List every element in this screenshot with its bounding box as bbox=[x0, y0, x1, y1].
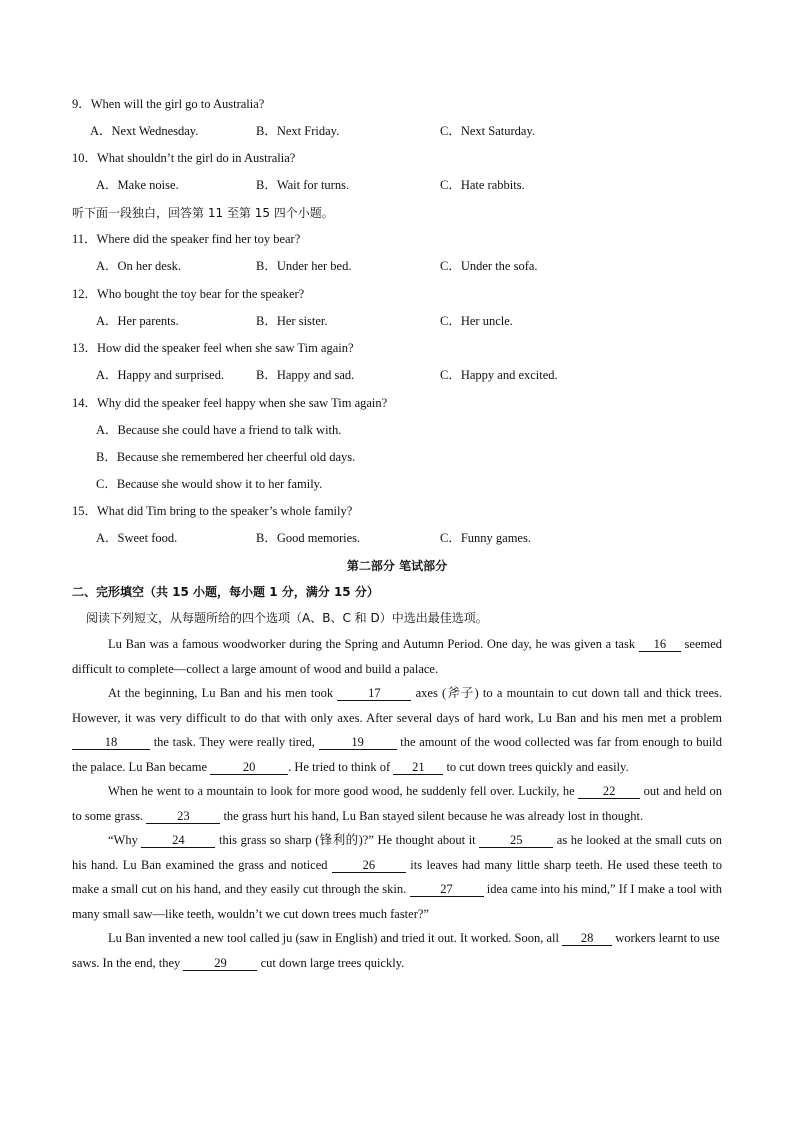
cloze-instruction: 阅读下列短文，从每题所给的四个选项（A、B、C 和 D）中选出最佳选项。 bbox=[86, 611, 488, 625]
passage-text: as he looked at the small cuts on his hand. Lu Ban examined the grass and noticed bbox=[72, 833, 722, 872]
passage-text: out and held on to some grass. bbox=[72, 784, 723, 823]
blank-17: 17 bbox=[337, 686, 411, 701]
blank-29: 29 bbox=[183, 956, 257, 971]
q10-option-a: A．Make noise. bbox=[96, 178, 179, 192]
q12-option-b: B．Her sister. bbox=[256, 314, 328, 328]
passage-text: “Why bbox=[108, 833, 142, 847]
question-10: 10．What shouldn’t the girl do in Australia? bbox=[72, 151, 296, 165]
blank-27: 27 bbox=[410, 882, 484, 897]
q9-option-b: B．Next Friday. bbox=[256, 124, 340, 138]
passage-text: At the beginning, Lu Ban and his men took bbox=[108, 686, 338, 700]
passage-paragraph-2 bbox=[72, 681, 722, 779]
passage-text: axes (斧子) to a mountain to cut down tall and thick trees. However, it was very difficult to do that with only axes. After several days of hard work, Lu Ban and his men met a problem bbox=[72, 686, 722, 725]
question-13: 13．How did the speaker feel when she saw Tim again? bbox=[72, 341, 354, 355]
passage-text: workers learnt to use saws. In the end, they bbox=[72, 931, 720, 970]
q11-option-a: A．On her desk. bbox=[96, 259, 182, 273]
q13-option-a: A．Happy and surprised. bbox=[96, 368, 225, 382]
question-14: 14．Why did the speaker feel happy when she saw Tim again? bbox=[72, 396, 388, 410]
passage-text: the grass hurt his hand, Lu Ban stayed silent because he was already lost in thought. bbox=[220, 808, 644, 823]
blank-18: 18 bbox=[72, 735, 150, 750]
passage-text: its leaves had many little sharp teeth. He used these teeth to make a small cut on his hand, and they easily cut through the skin. bbox=[72, 857, 722, 896]
passage-text: the amount of the wood collected was far from enough to build the palace. Lu Ban became bbox=[72, 735, 722, 774]
q15-option-b: B．Good memories. bbox=[256, 531, 361, 545]
passage-text: Lu Ban invented a new tool called ju (saw in English) and tried it out. It worked. Soon, all bbox=[108, 931, 563, 945]
passage-text: idea came into his mind,” If I make a tool with many small saw—like teeth, wouldn’t we cut down trees much faster?” bbox=[72, 882, 722, 921]
q10-option-c: C．Hate rabbits. bbox=[440, 178, 525, 192]
q11-option-c: C．Under the sofa. bbox=[440, 259, 538, 273]
blank-28: 28 bbox=[562, 931, 612, 946]
passage-paragraph-5 bbox=[72, 926, 722, 975]
q14-option-b: B．Because she remembered her cheerful old days. bbox=[96, 450, 356, 464]
question-12: 12．Who bought the toy bear for the speaker? bbox=[72, 287, 305, 301]
passage-paragraph-3 bbox=[72, 779, 722, 828]
q9-option-a: A．Next Wednesday. bbox=[90, 124, 199, 138]
blank-21: 21 bbox=[393, 760, 443, 775]
blank-26: 26 bbox=[332, 858, 406, 873]
blank-19: 19 bbox=[319, 735, 397, 750]
blank-24: 24 bbox=[141, 833, 215, 848]
passage-text: cut down large trees quickly. bbox=[257, 955, 405, 970]
passage-text: this grass so sharp (锋利的)?” He thought about it bbox=[215, 833, 480, 847]
passage-paragraph-4 bbox=[72, 828, 722, 926]
passage-text: the task. They were really tired, bbox=[150, 735, 319, 749]
q14-option-c: C．Because she would show it to her family. bbox=[96, 477, 323, 491]
blank-23: 23 bbox=[146, 809, 220, 824]
q12-option-c: C．Her uncle. bbox=[440, 314, 513, 328]
q12-option-a: A．Her parents. bbox=[96, 314, 179, 328]
passage-text: to cut down trees quickly and easily. bbox=[443, 759, 629, 774]
part2-title: 第二部分 笔试部分 bbox=[346, 559, 448, 573]
passage-text: Lu Ban was a famous woodworker during the Spring and Autumn Period. One day, he was given a task bbox=[108, 637, 636, 651]
passage-text: . He tried to think of bbox=[288, 759, 394, 774]
question-15: 15．What did Tim bring to the speaker’s whole family? bbox=[72, 504, 353, 518]
question-9: 9．When will the girl go to Australia? bbox=[72, 97, 265, 111]
listening-instruction: 听下面一段独白，回答第 11 至第 15 四个小题。 bbox=[72, 206, 334, 220]
cloze-passage bbox=[72, 632, 722, 975]
q13-option-b: B．Happy and sad. bbox=[256, 368, 355, 382]
q10-option-b: B．Wait for turns. bbox=[256, 178, 350, 192]
blank-22: 22 bbox=[578, 784, 640, 799]
q9-option-c: C．Next Saturday. bbox=[440, 124, 536, 138]
passage-paragraph-1 bbox=[72, 632, 722, 681]
q13-option-c: C．Happy and excited. bbox=[440, 368, 558, 382]
q15-option-a: A．Sweet food. bbox=[96, 531, 178, 545]
passage-text: When he went to a mountain to look for more good wood, he suddenly fell over. Luckily, he bbox=[108, 784, 579, 798]
blank-20: 20 bbox=[210, 760, 288, 775]
blank-16: 16 bbox=[639, 637, 681, 652]
cloze-section-heading: 二、完形填空（共 15 小题，每小题 1 分，满分 15 分） bbox=[72, 585, 379, 599]
passage-text: seemed difficult to complete—collect a large amount of wood and build a palace. bbox=[72, 637, 723, 676]
question-11: 11．Where did the speaker find her toy bear? bbox=[72, 232, 301, 246]
q11-option-b: B．Under her bed. bbox=[256, 259, 352, 273]
blank-25: 25 bbox=[479, 833, 553, 848]
q14-option-a: A．Because she could have a friend to talk with. bbox=[96, 423, 342, 437]
q15-option-c: C．Funny games. bbox=[440, 531, 531, 545]
